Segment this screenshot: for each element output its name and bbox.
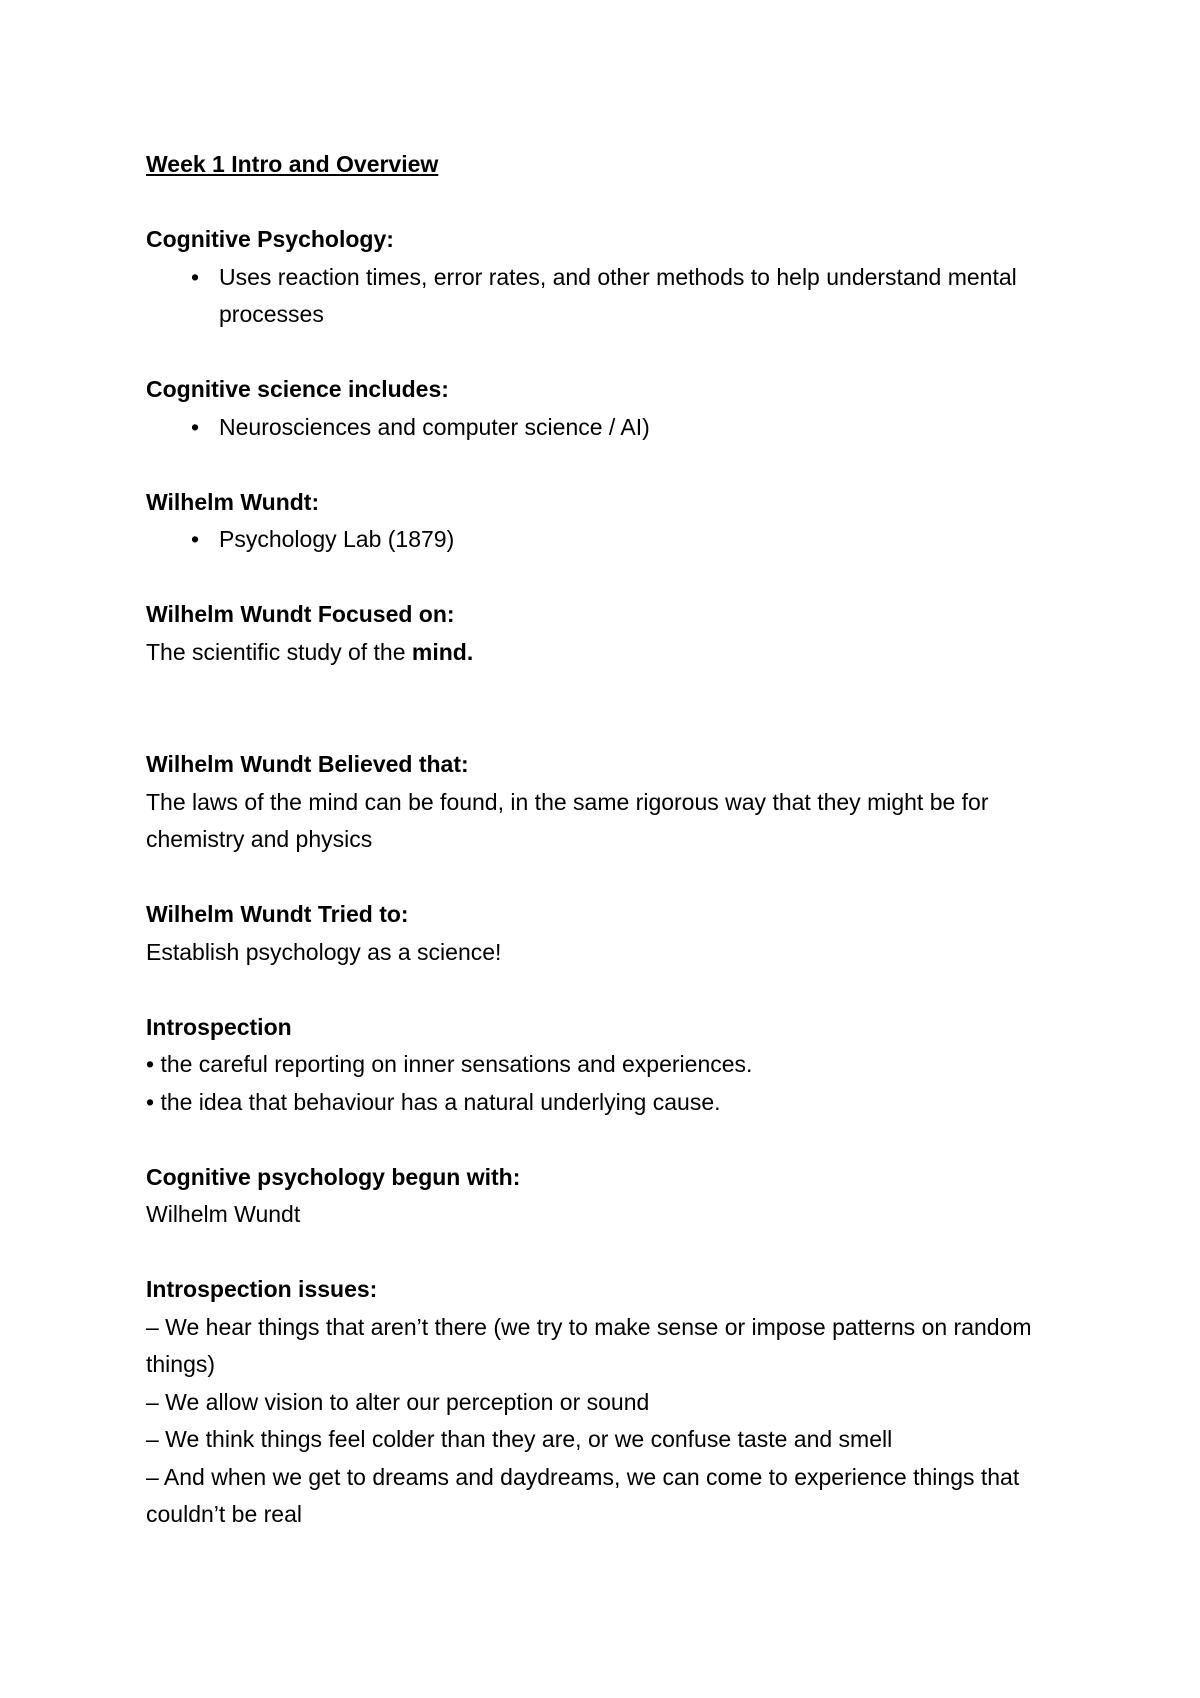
section-heading-wundt-focused: Wilhelm Wundt Focused on: <box>146 601 455 627</box>
section-heading-wundt-tried: Wilhelm Wundt Tried to: <box>146 901 409 927</box>
section-heading-wundt-believed: Wilhelm Wundt Believed that: <box>146 751 469 777</box>
list-item <box>146 521 1086 559</box>
section-text-wundt-believed: The laws of the mind can be found, in the same rigorous way that they might be for chemistry and physics <box>146 788 989 852</box>
issue-line: – We hear things that aren’t there (we try to make sense or impose patterns on random things) <box>146 1313 1032 1377</box>
issue-line: – We allow vision to alter our perception or sound <box>146 1388 650 1415</box>
introspection-line: • the idea that behaviour has a natural underlying cause. <box>146 1088 721 1115</box>
bullet-icon: • <box>190 526 200 552</box>
section-heading-introspection: Introspection <box>146 1013 292 1040</box>
text-bold: mind. <box>411 638 474 665</box>
spacer <box>146 184 1086 222</box>
document-title: Week 1 Intro and Overview <box>146 151 439 177</box>
issue-line: – And when we get to dreams and daydreams, we can come to experience things that couldn’t be real <box>146 1463 1020 1527</box>
introspection-line: • the careful reporting on inner sensations and experiences. <box>146 1051 753 1077</box>
list-item-text: Uses reaction times, error rates, and other methods to help understand mental processes <box>219 263 1017 327</box>
section-text-wundt-focused <box>146 634 1086 672</box>
section-heading-wundt: Wilhelm Wundt: <box>146 488 320 515</box>
list-item <box>146 409 1086 447</box>
section-text-wundt-tried: Establish psychology as a science! <box>146 938 502 965</box>
spacer <box>146 1121 1086 1159</box>
spacer <box>146 671 1086 746</box>
bullet-list-cognitive-science <box>146 409 1086 447</box>
section-heading-cognitive-science: Cognitive science includes: <box>146 376 449 402</box>
list-item-text: Psychology Lab (1879) <box>219 526 455 552</box>
section-text-cognitive-begun: Wilhelm Wundt <box>146 1201 301 1227</box>
text-plain: The scientific study of the <box>146 638 412 665</box>
bullet-list-cognitive-psychology <box>146 259 1086 334</box>
section-heading-introspection-issues: Introspection issues: <box>146 1276 378 1302</box>
spacer <box>146 559 1086 597</box>
list-item <box>146 259 1086 334</box>
bullet-list-wundt <box>146 521 1086 559</box>
section-heading-cognitive-psychology: Cognitive Psychology: <box>146 226 394 252</box>
spacer <box>146 971 1086 1009</box>
section-heading-cognitive-begun: Cognitive psychology begun with: <box>146 1163 521 1190</box>
issue-line: – We think things feel colder than they are, or we confuse taste and smell <box>146 1426 893 1452</box>
spacer <box>146 859 1086 897</box>
spacer <box>146 446 1086 484</box>
document-body <box>146 146 1086 1534</box>
spacer <box>146 1234 1086 1272</box>
list-item-text: Neurosciences and computer science / AI) <box>219 413 650 440</box>
spacer <box>146 334 1086 372</box>
bullet-icon: • <box>190 263 200 290</box>
bullet-icon: • <box>190 413 200 440</box>
